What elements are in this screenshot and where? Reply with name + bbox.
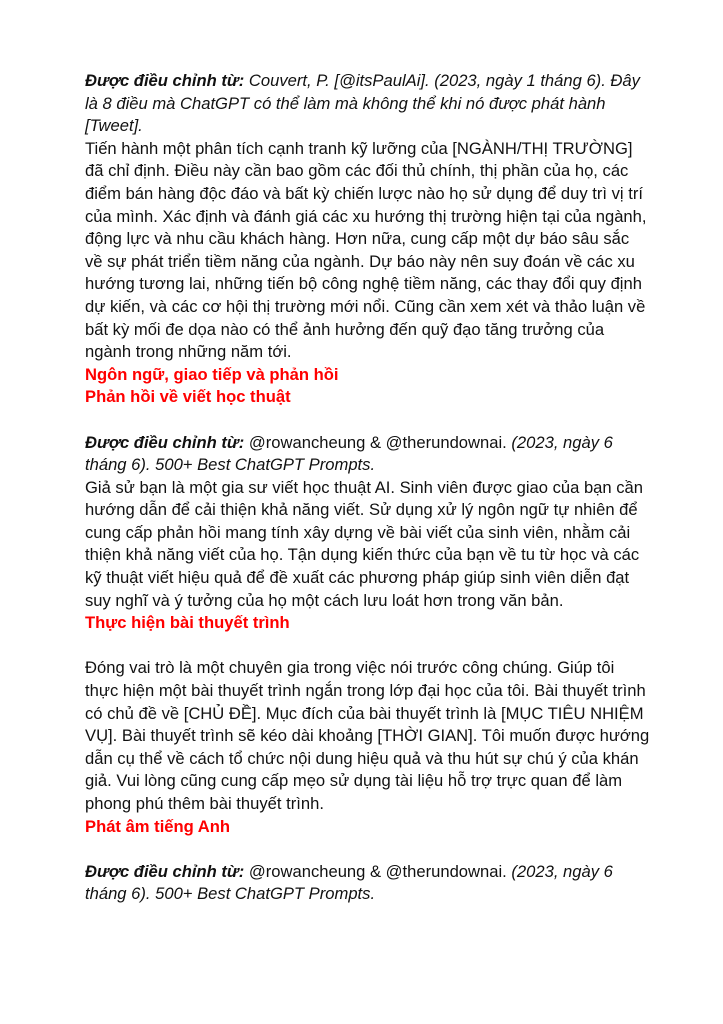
- citation-rowancheung-1: [85, 432, 650, 477]
- citation-text: (2023, ngày 6 tháng 6). 500+ Best ChatGPT Prompts.: [85, 432, 613, 475]
- citation-lead: Được điều chỉnh từ:: [85, 71, 245, 90]
- spacer: [85, 838, 650, 861]
- citation-rowancheung-2: [85, 861, 650, 906]
- document-page: [85, 70, 650, 906]
- heading-presentation: Thực hiện bài thuyết trình: [85, 613, 290, 633]
- prompt-academic-writing-tutor: Giả sử bạn là một gia sư viết học thuật AI. Sinh viên được giao của bạn cần hướng dẫn để cải thiện khả năng viết. Sử dụng xử lý ngôn ngữ tự nhiên để cung cấp phản hồi mang tính xây dựng về bài viết của sinh viên, nhằm cải thiện khả năng viết của họ. Tận dụng kiến thức của bạn về tu từ học và các kỹ thuật viết hiệu quả để đề xuất các phương pháp giúp sinh viên diễn đạt suy nghĩ và ý tưởng của họ một cách lưu loát hơn trong văn bản.: [85, 477, 644, 610]
- citation-couvert: [85, 70, 650, 138]
- citation-authors: @rowancheung & @therundownai.: [244, 861, 507, 881]
- spacer: [85, 635, 650, 658]
- prompt-public-speaking: Đóng vai trò là một chuyên gia trong việc nói trước công chúng. Giúp tôi thực hiện một bài thuyết trình ngắn trong lớp đại học của tôi. Bài thuyết trình có chủ đề về [CHỦ ĐỀ]. Mục đích của bài thuyết trình là [MỤC TIÊU NHIỆM VỤ]. Bài thuyết trình sẽ kéo dài khoảng [THỜI GIAN]. Tôi muốn được hướng dẫn cụ thể về cách tổ chức nội dung hiệu quả và thu hút sự chú ý của khán giả. Vui lòng cũng cung cấp mẹo sử dụng tài liệu hỗ trợ trực quan để làm phong phú thêm bài thuyết trình.: [85, 658, 650, 813]
- citation-lead: Được điều chỉnh từ:: [85, 861, 245, 881]
- category-heading: Ngôn ngữ, giao tiếp và phản hồi: [85, 364, 339, 384]
- heading-english-pronunciation: Phát âm tiếng Anh: [85, 816, 231, 836]
- spacer: [85, 409, 650, 432]
- citation-authors: @rowancheung & @therundownai.: [244, 432, 507, 452]
- prompt-competitive-analysis: Tiến hành một phân tích cạnh tranh kỹ lưỡng của [NGÀNH/THỊ TRƯỜNG] đã chỉ định. Điều này cần bao gồm các đối thủ chính, thị phần của họ, các điểm bán hàng độc đáo và bất kỳ chiến lược nào họ sử dụng để duy trì vị trí của mình. Xác định và đánh giá các xu hướng thị trường hiện tại của ngành, động lực và nhu cầu khách hàng. Hơn nữa, cung cấp một dự báo sâu sắc về sự phát triển tiềm năng của ngành. Dự báo này nên suy đoán về các xu hướng tương lai, những tiến bộ công nghệ tiềm năng, các thay đổi quy định dự kiến, và các cơ hội thị trường mới nổi. Cũng cần xem xét và thảo luận về bất kỳ mối đe dọa nào có thể ảnh hưởng đến quỹ đạo tăng trưởng của ngành trong những năm tới.: [85, 138, 647, 362]
- heading-academic-writing-feedback: Phản hồi về viết học thuật: [85, 387, 291, 407]
- citation-lead: Được điều chỉnh từ:: [85, 432, 245, 452]
- citation-text: (2023, ngày 6 tháng 6). 500+ Best ChatGPT Prompts.: [85, 861, 613, 904]
- citation-text: Couvert, P. [@itsPaulAi]. (2023, ngày 1 tháng 6). Đây là 8 điều mà ChatGPT có thể làm mà không thể khi nó được phát hành [Tweet].: [85, 71, 640, 136]
